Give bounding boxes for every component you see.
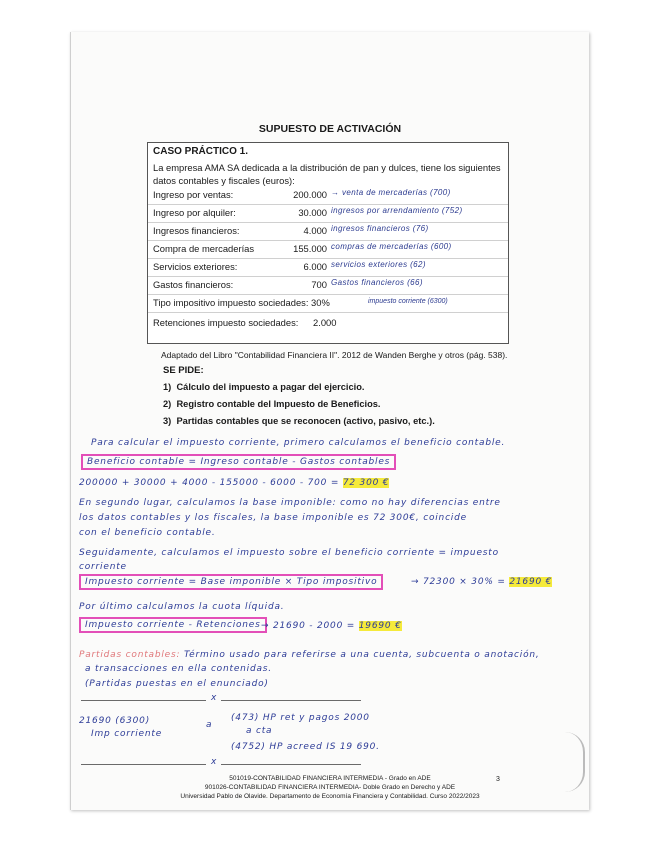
handwritten-note: servicios exteriores (62)	[331, 260, 426, 269]
row-value: 4.000	[303, 225, 327, 236]
row-label: Servicios exteriores:	[153, 261, 238, 272]
note-line: Partidas contables: Término usado para referirse a una cuenta, subcuenta o anotación,	[79, 650, 540, 660]
case-intro: La empresa AMA SA dedicada a la distribución de pan y dulces, tiene los siguientes datos contables y fiscales (euros):	[153, 162, 501, 186]
retention-value: 2.000	[313, 317, 337, 328]
question-2: 2) Registro contable del Impuesto de Beneficios.	[163, 399, 381, 409]
note-line: corriente	[79, 562, 127, 572]
handwritten-note: compras de mercaderías (600)	[331, 242, 452, 251]
data-row	[153, 295, 505, 312]
row-value: 30.000	[298, 207, 327, 218]
handwritten-note: ingresos por arrendamiento (752)	[331, 206, 463, 215]
data-row	[153, 259, 505, 276]
note-line: En segundo lugar, calculamos la base imponible: como no hay diferencias entre	[79, 498, 501, 508]
formula-box: Impuesto corriente - Retenciones	[79, 617, 267, 633]
journal-rule	[221, 764, 361, 765]
journal-rule	[221, 700, 361, 701]
data-row	[153, 277, 505, 294]
footer-line: 901026-CONTABILIDAD FINANCIERA INTERMEDIA- Doble Grado en Derecho y ADE	[204, 784, 456, 791]
note-line: Para calcular el impuesto corriente, primero calculamos el beneficio contable.	[91, 438, 506, 448]
note-line: Por último calculamos la cuota líquida.	[79, 602, 285, 612]
retention-label: Retenciones impuesto sociedades:	[153, 317, 299, 328]
formula-box: Impuesto corriente = Base imponible × Tipo impositivo	[79, 574, 383, 590]
note-line: Seguidamente, calculamos el impuesto sobre el beneficio corriente = impuesto	[79, 548, 499, 558]
journal-a: a	[206, 720, 213, 730]
data-row	[153, 223, 505, 240]
row-value: 6.000	[303, 261, 327, 272]
tax-rate: Tipo impositivo impuesto sociedades: 30%	[153, 297, 330, 308]
calc-line: → 21690 - 2000 = 19690 €	[261, 621, 402, 631]
journal-x: x	[211, 757, 218, 767]
question-3: 3) Partidas contables que se reconocen (activo, pasivo, etc.).	[163, 416, 435, 426]
data-row	[153, 241, 505, 258]
journal-x: x	[211, 693, 218, 703]
journal-debit: 21690 (6300)	[79, 716, 151, 726]
row-label: Gastos financieros:	[153, 279, 234, 290]
page-number: 3	[496, 776, 500, 783]
data-row	[153, 205, 505, 222]
row-label: Ingreso por ventas:	[153, 189, 234, 200]
handwritten-note: impuesto corriente (6300)	[368, 298, 448, 305]
row-label: Ingreso por alquiler:	[153, 207, 236, 218]
question-1: 1) Cálculo del impuesto a pagar del ejercicio.	[163, 382, 365, 392]
journal-credit-sub: a cta	[246, 726, 273, 736]
journal-credit: (473) HP ret y pagos 2000	[231, 713, 370, 723]
footer-line: 501019-CONTABILIDAD FINANCIERA INTERMEDIA - Grado en ADE	[229, 775, 431, 782]
journal-rule	[81, 700, 206, 701]
journal-rule	[81, 764, 206, 765]
formula-box: Beneficio contable = Ingreso contable - Gastos contables	[81, 454, 396, 470]
data-row	[153, 315, 505, 332]
page-title: SUPUESTO DE ACTIVACIÓN	[258, 123, 402, 135]
row-label: Compra de mercaderías	[153, 243, 255, 254]
row-value: 700	[311, 279, 327, 290]
paper-clip	[565, 732, 585, 792]
row-value: 200.000	[293, 189, 327, 200]
calc-line: 200000 + 30000 + 4000 - 155000 - 6000 - 700 = 72 300 €	[79, 478, 390, 488]
source-citation: Adaptado del Libro "Contabilidad Financiera II". 2012 de Wanden Berghe y otros (pág. 538).	[161, 350, 508, 360]
footer-line: Universidad Pablo de Olavide. Departamento de Economía Financiera y Contabilidad. Curso 2022/2023	[180, 793, 480, 800]
document-page	[70, 32, 589, 810]
journal-debit-name: Imp corriente	[91, 729, 163, 739]
note-line: a transacciones en ella contenidas.	[85, 664, 272, 674]
case-heading: CASO PRÁCTICO 1.	[153, 146, 249, 157]
calc-line: → 72300 × 30% = 21690 €	[411, 577, 553, 587]
se-pide-heading: SE PIDE:	[163, 365, 204, 376]
note-line: con el beneficio contable.	[79, 528, 216, 538]
journal-credit: (4752) HP acreed IS 19 690.	[231, 742, 380, 752]
row-value: 155.000	[293, 243, 327, 254]
handwritten-note: ingresos financieros (76)	[331, 224, 429, 233]
handwritten-note: Gastos financieros (66)	[331, 278, 423, 287]
note-line: (Partidas puestas en el enunciado)	[85, 679, 269, 689]
row-label: Ingresos financieros:	[153, 225, 240, 236]
case-box	[147, 142, 509, 344]
note-line: los datos contables y los fiscales, la base imponible es 72 300€, coincide	[79, 513, 467, 523]
data-row	[153, 187, 505, 204]
handwritten-note: → venta de mercaderías (700)	[331, 188, 451, 197]
